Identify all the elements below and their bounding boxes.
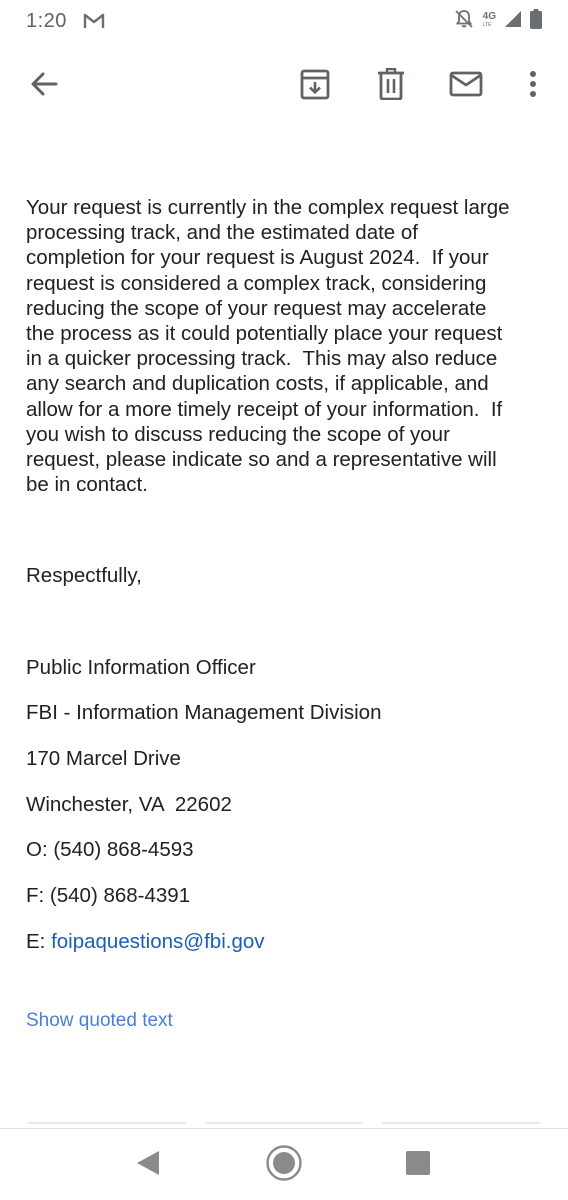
signature-title: Public Information Officer [26,655,256,679]
nav-recents-button[interactable] [396,1143,440,1187]
signature-email-row [26,929,546,954]
body-line: the process as it could potentially place your request [26,322,503,346]
body-line: reducing the scope of your request may accelerate [26,296,487,320]
archive-icon [300,68,330,105]
status-icons [453,8,542,35]
signoff: Respectfully, [26,564,142,588]
back-triangle-icon [135,1150,161,1181]
tab-edge [205,1122,363,1124]
network-indicator [483,12,496,30]
body-line: request is considered a complex track, considering [26,271,487,295]
body-line: request, please indicate so and a representative will [26,448,497,472]
nav-back-button[interactable] [126,1143,170,1187]
more-options-button[interactable] [511,64,555,108]
network-subtype: LTE [482,22,492,28]
nav-home-button[interactable] [262,1143,306,1187]
delete-icon [377,68,405,105]
network-type: 4G [482,11,496,22]
recents-square-icon [405,1150,431,1181]
mark-unread-icon [449,71,483,102]
body-paragraph [26,195,546,497]
email-toolbar [0,56,568,116]
battery-icon [530,9,542,34]
signature-email-prefix: E: [26,929,52,953]
signal-icon [504,10,522,33]
back-button[interactable] [22,64,66,108]
gmail-notification-icon [83,12,105,30]
more-options-icon [529,70,537,103]
system-nav-bar [0,1128,568,1200]
body-line: any search and duplication costs, if applicable, and [26,372,489,396]
status-time: 1:20 [26,9,67,32]
tab-edge [382,1122,540,1124]
signature-division: FBI - Information Management Division [26,701,382,725]
delete-button[interactable] [369,64,413,108]
body-line: completion for your request is August 2024. If your [26,246,489,270]
body-line: allow for a more timely receipt of your information. If [26,397,503,421]
body-line: processing track, and the estimated date of [26,221,419,245]
signature-city: Winchester, VA 22602 [26,792,232,816]
tab-edge [28,1122,186,1124]
mark-unread-button[interactable] [444,64,488,108]
body-line: Your request is currently in the complex request large [26,196,510,219]
body-line: in a quicker processing track. This may also reduce [26,347,498,371]
back-arrow-icon [29,69,59,104]
signature-street: 170 Marcel Drive [26,747,181,771]
show-quoted-text-link[interactable]: Show quoted text [26,1010,173,1031]
home-circle-icon [265,1144,303,1187]
body-line: be in contact. [26,473,148,497]
signature-email-link[interactable]: foipaquestions@fbi.gov [51,929,265,953]
body-line: you wish to discuss reducing the scope of your [26,422,450,446]
signature-fax: F: (540) 868-4391 [26,884,191,908]
status-bar [0,0,568,42]
notifications-off-icon [453,8,475,35]
signature-office-phone[interactable]: O: (540) 868-4593 [26,838,194,862]
email-body [26,195,546,954]
signature-block [26,655,546,954]
bottom-divider [0,1122,568,1126]
archive-button[interactable] [293,64,337,108]
